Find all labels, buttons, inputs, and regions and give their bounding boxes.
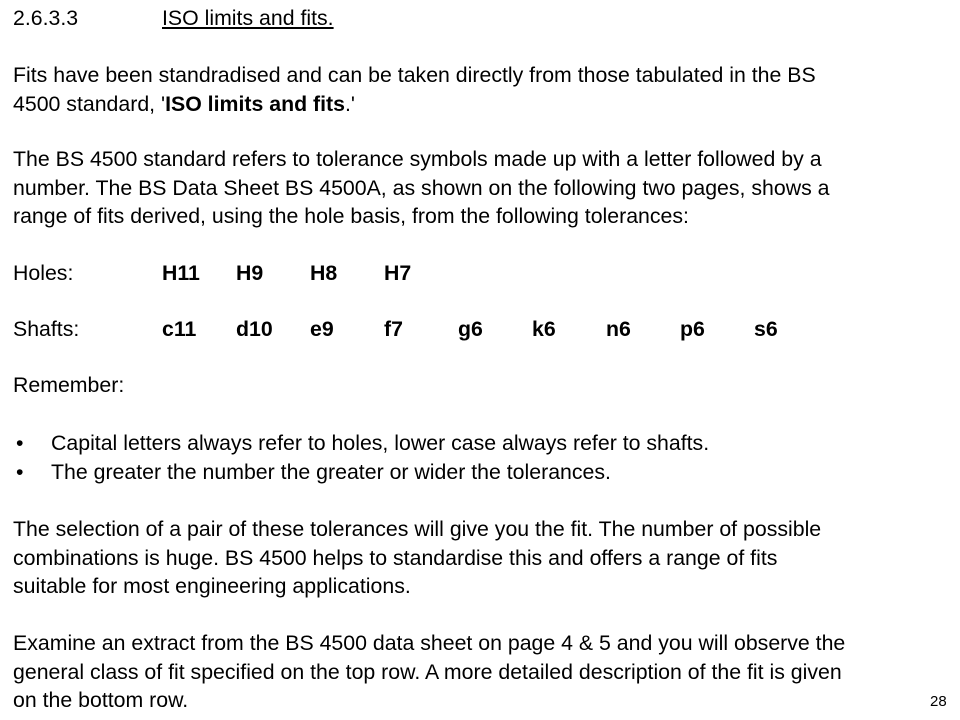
para2-line2: number. The BS Data Sheet BS 4500A, as shown on the following two pages, shows a [13, 176, 830, 200]
para4-line2: general class of fit specified on the top row. A more detailed description of the fit is given [13, 660, 842, 684]
standard-title-bold: ISO limits and fits [165, 92, 345, 116]
shaft-code: s6 [754, 317, 778, 341]
shaft-code: g6 [458, 317, 483, 341]
shaft-code: k6 [532, 317, 556, 341]
bullet-item: The greater the number the greater or wider the tolerances. [51, 460, 611, 484]
shaft-code: f7 [384, 317, 403, 341]
bullet-icon: • [16, 431, 24, 455]
para2-line1: The BS 4500 standard refers to tolerance symbols made up with a letter followed by a [13, 147, 822, 171]
holes-label: Holes: [13, 261, 74, 285]
para1-line2-post: .' [344, 92, 355, 116]
para4-line3: on the bottom row. [13, 688, 189, 712]
para3-line2: combinations is huge. BS 4500 helps to standardise this and offers a range of fits [13, 546, 778, 570]
shaft-code: n6 [606, 317, 631, 341]
hole-code: H8 [310, 261, 338, 285]
section-number: 2.6.3.3 [13, 6, 79, 30]
hole-code: H11 [162, 261, 200, 285]
page-number: 28 [930, 693, 947, 710]
para3-line3: suitable for most engineering applications. [13, 574, 411, 598]
shafts-label: Shafts: [13, 317, 80, 341]
para3-line1: The selection of a pair of these tolerances will give you the fit. The number of possible [13, 517, 822, 541]
section-title: ISO limits and fits. [162, 6, 334, 30]
bullet-item: Capital letters always refer to holes, lower case always refer to shafts. [51, 431, 710, 455]
shaft-code: p6 [680, 317, 705, 341]
bullet-icon: • [16, 460, 24, 484]
para1-line1: Fits have been standradised and can be taken directly from those tabulated in the BS [13, 63, 816, 87]
section-heading [13, 6, 334, 30]
remember-label: Remember: [13, 373, 125, 397]
shaft-code: c11 [162, 317, 197, 341]
hole-code: H9 [236, 261, 264, 285]
para2-line3: range of fits derived, using the hole basis, from the following tolerances: [13, 204, 689, 228]
shaft-code: e9 [310, 317, 334, 341]
para4-line1: Examine an extract from the BS 4500 data sheet on page 4 & 5 and you will observe the [13, 631, 846, 655]
shaft-code: d10 [236, 317, 273, 341]
hole-code: H7 [384, 261, 412, 285]
para1-line2 [13, 92, 355, 116]
para1-line2-pre: 4500 standard, ' [13, 92, 166, 116]
